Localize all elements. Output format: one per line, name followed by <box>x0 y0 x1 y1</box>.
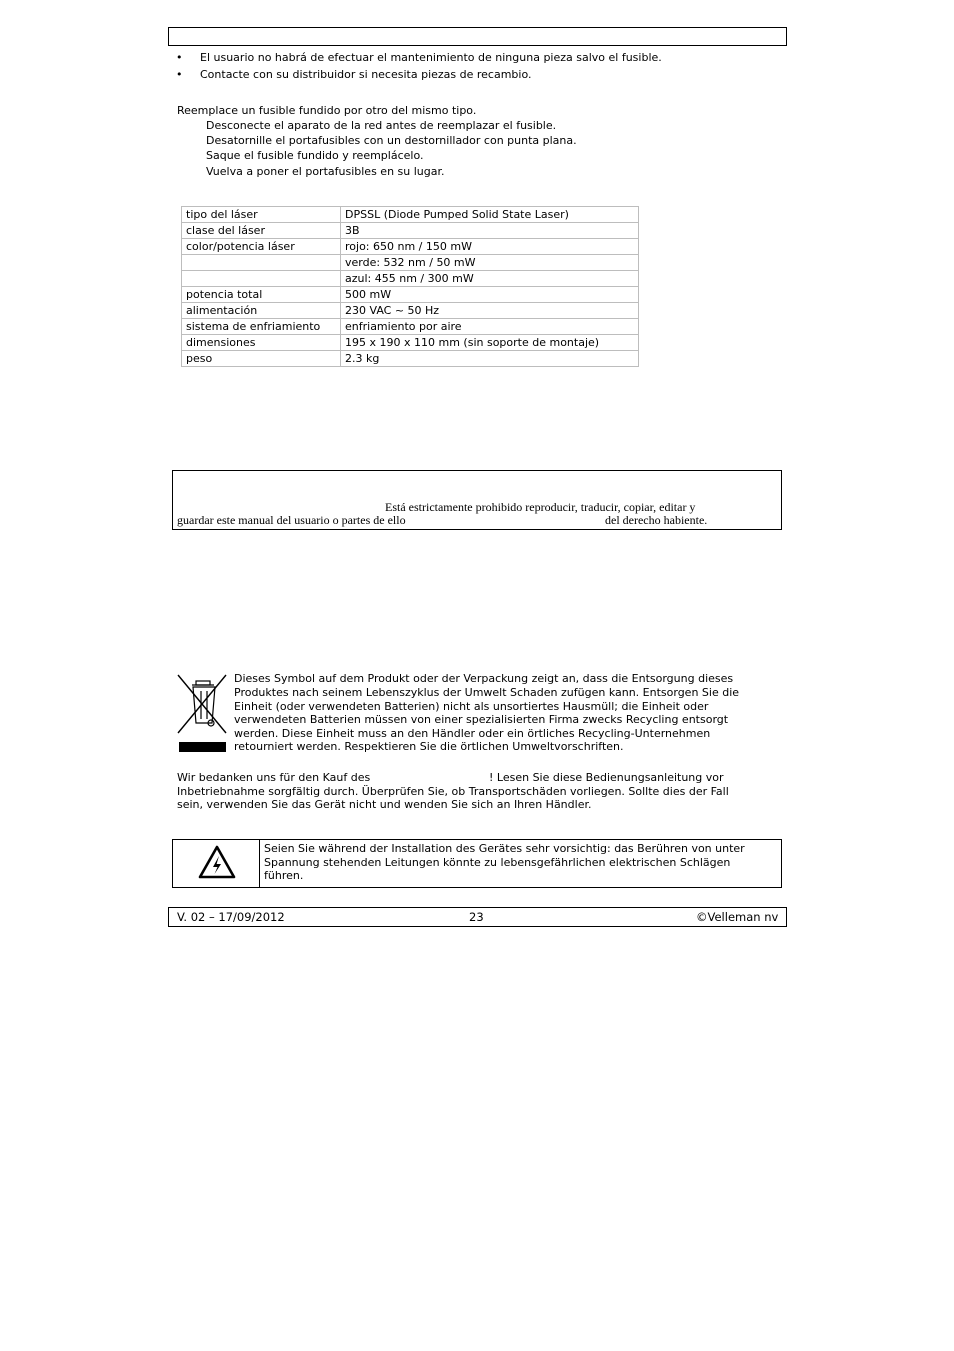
spec-key: tipo del láser <box>182 207 341 223</box>
spec-key: alimentación <box>182 303 341 319</box>
warning-text: führen. <box>264 869 304 882</box>
spec-value: verde: 532 nm / 50 mW <box>341 255 639 271</box>
table-row <box>182 351 639 367</box>
footer-version: V. 02 – 17/09/2012 <box>177 910 285 924</box>
copyright-line: Está estrictamente prohibido reproducir, traducir, copiar, editar y <box>385 500 696 514</box>
fuse-step: Vuelva a poner el portafusibles en su lugar. <box>206 165 445 178</box>
disposal-text: Produktes nach seinem Lebenszyklus der Umwelt Schaden zufügen kann. Entsorgen Sie die <box>234 686 740 699</box>
disposal-text: werden. Diese Einheit muss an den Händler oder ein örtliches Recycling-Unternehmen <box>234 727 711 740</box>
spec-key <box>182 255 341 271</box>
spec-key: sistema de enfriamiento <box>182 319 341 335</box>
table-row <box>182 319 639 335</box>
spec-key: potencia total <box>182 287 341 303</box>
spec-value: rojo: 650 nm / 150 mW <box>341 239 639 255</box>
thanks-text: Inbetriebnahme sorgfältig durch. Überprüfen Sie, ob Transportschäden vorliegen. Sollte dies der Fall <box>177 785 729 798</box>
fuse-step: Desconecte el aparato de la red antes de reemplazar el fusible. <box>206 119 557 132</box>
spec-value: enfriamiento por aire <box>341 319 639 335</box>
footer-company: ©Velleman nv <box>696 910 779 924</box>
spec-value: azul: 455 nm / 300 mW <box>341 271 639 287</box>
spec-key: dimensiones <box>182 335 341 351</box>
table-row <box>182 223 639 239</box>
spec-key: clase del láser <box>182 223 341 239</box>
thanks-text: sein, verwenden Sie das Gerät nicht und wenden Sie sich an Ihren Händler. <box>177 798 592 811</box>
table-row <box>182 271 639 287</box>
table-row <box>182 207 639 223</box>
spec-value: 2.3 kg <box>341 351 639 367</box>
spec-value: DPSSL (Diode Pumped Solid State Laser) <box>341 207 639 223</box>
spec-value: 195 x 190 x 110 mm (sin soporte de montaje) <box>341 335 639 351</box>
bullet-text: El usuario no habrá de efectuar el mantenimiento de ninguna pieza salvo el fusible. <box>200 51 662 64</box>
table-row <box>182 303 639 319</box>
thanks-text: Wir bedanken uns für den Kauf des <box>177 771 371 784</box>
copyright-line: guardar este manual del usuario o partes de ello <box>177 513 406 527</box>
spec-table <box>181 206 639 367</box>
table-row <box>182 255 639 271</box>
spec-key: color/potencia láser <box>182 239 341 255</box>
table-row <box>182 335 639 351</box>
disposal-text: Dieses Symbol auf dem Produkt oder der Verpackung zeigt an, dass die Entsorgung dieses <box>234 672 734 685</box>
warning-text: Seien Sie während der Installation des Gerätes sehr vorsichtig: das Berühren von unter <box>264 842 745 855</box>
fuse-step: Desatornille el portafusibles con un destornillador con punta plana. <box>206 134 577 147</box>
bullet-text: Contacte con su distribuidor si necesita piezas de recambio. <box>200 68 532 81</box>
spec-value: 230 VAC ~ 50 Hz <box>341 303 639 319</box>
bullet-marker: • <box>176 68 183 81</box>
header-box <box>168 27 787 46</box>
spec-value: 3B <box>341 223 639 239</box>
spec-key: peso <box>182 351 341 367</box>
weee-bin-icon <box>176 673 228 755</box>
table-row <box>182 287 639 303</box>
spec-value: 500 mW <box>341 287 639 303</box>
footer-page-number: 23 <box>469 910 484 924</box>
thanks-text: ! Lesen Sie diese Bedienungsanleitung vor <box>489 771 724 784</box>
warning-divider <box>259 839 260 888</box>
high-voltage-icon <box>198 845 236 880</box>
disposal-text: Einheit (oder verwendeten Batterien) nicht als unsortiertes Hausmüll; die Einheit oder <box>234 700 709 713</box>
bullet-marker: • <box>176 51 183 64</box>
table-row <box>182 239 639 255</box>
disposal-text: retourniert werden. Respektieren Sie die örtlichen Umweltvorschriften. <box>234 740 624 753</box>
fuse-intro: Reemplace un fusible fundido por otro del mismo tipo. <box>177 104 477 117</box>
disposal-text: verwendeten Batterien müssen von einer spezialisierten Firma zwecks Recycling entsorgt <box>234 713 729 726</box>
copyright-line: del derecho habiente. <box>605 513 708 527</box>
spec-key <box>182 271 341 287</box>
fuse-step: Saque el fusible fundido y reemplácelo. <box>206 149 424 162</box>
warning-text: Spannung stehenden Leitungen könnte zu lebensgefährlichen elektrischen Schlägen <box>264 856 731 869</box>
